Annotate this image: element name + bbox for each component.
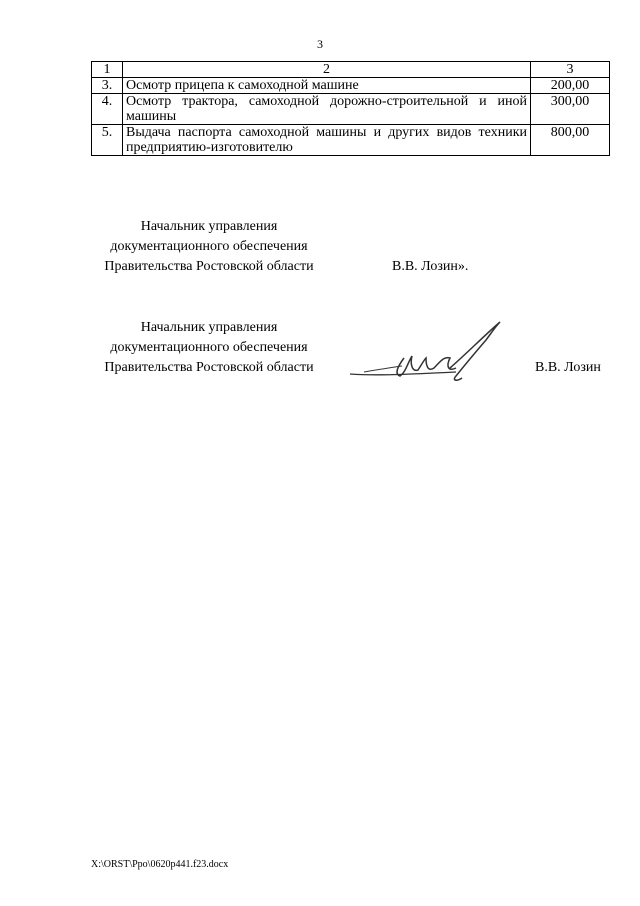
title-line: Начальник управления [140, 320, 278, 335]
title-line: документационного обеспечения [110, 340, 308, 355]
signature-block-2-title [84, 318, 334, 378]
handwritten-signature [346, 316, 506, 386]
signature-block-1-title [84, 217, 334, 277]
row-price: 300,00 [531, 94, 610, 125]
file-path-footer: X:\ORST\Ppo\0620p441.f23.docx [91, 859, 229, 870]
header-cell-2: 2 [123, 62, 531, 78]
title-line: Правительства Ростовской области [104, 259, 314, 274]
row-price: 800,00 [531, 125, 610, 156]
row-description: Выдача паспорта самоходной машины и других видов техники предприятию-изготовителю [123, 125, 531, 156]
row-description: Осмотр трактора, самоходной дорожно-строительной и иной машины [123, 94, 531, 125]
table-row [92, 94, 610, 125]
row-description: Осмотр прицепа к самоходной машине [123, 78, 531, 94]
row-number: 4. [92, 94, 123, 125]
title-line: Начальник управления [140, 219, 278, 234]
row-number: 5. [92, 125, 123, 156]
title-line: Правительства Ростовской области [104, 360, 314, 375]
title-line: документационного обеспечения [110, 239, 308, 254]
signature-block-2-name: В.В. Лозин [535, 360, 601, 375]
row-number: 3. [92, 78, 123, 94]
table-row [92, 78, 610, 94]
header-cell-1: 1 [92, 62, 123, 78]
row-price: 200,00 [531, 78, 610, 94]
table-header-row [92, 62, 610, 78]
page-number: 3 [317, 37, 323, 51]
fees-table [91, 61, 610, 156]
header-cell-3: 3 [531, 62, 610, 78]
table-row [92, 125, 610, 156]
signature-block-1-name: В.В. Лозин». [392, 259, 469, 274]
